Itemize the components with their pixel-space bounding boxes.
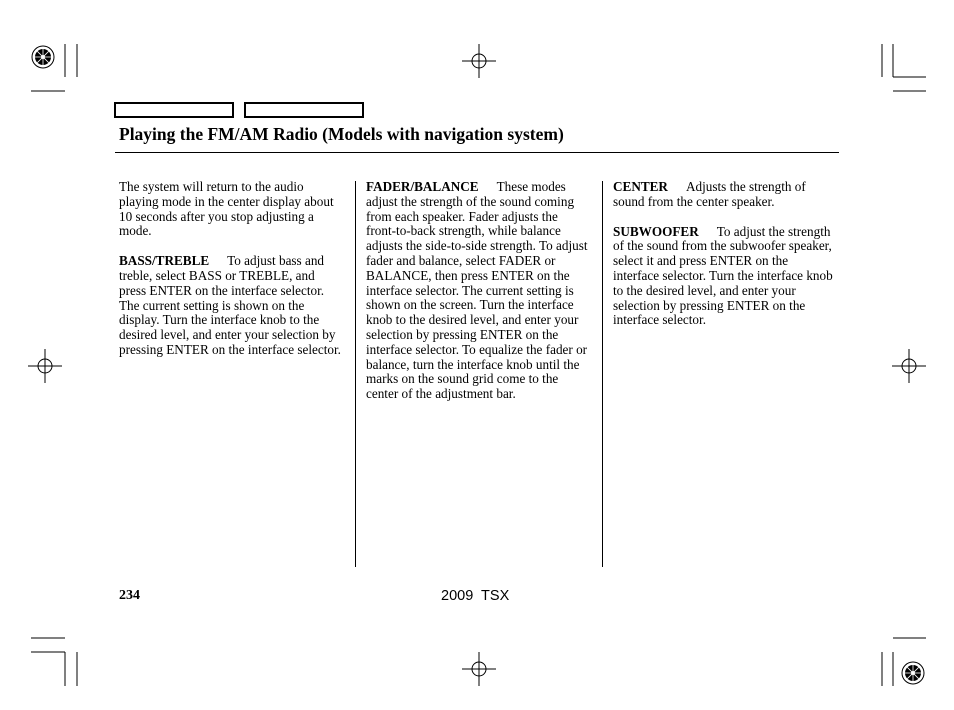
term-heading: BASS/TREBLE xyxy=(119,253,210,269)
paragraph-bass-treble xyxy=(119,254,343,358)
page-title: Playing the FM/AM Radio (Models with navigation system) xyxy=(119,124,564,144)
text-column-2 xyxy=(366,180,590,417)
model-label: 2009 TSX xyxy=(441,588,510,604)
paragraph-center xyxy=(613,180,837,210)
term-heading: FADER/BALANCE xyxy=(366,179,479,194)
paragraph-text: These modes adjust the strength of the sound coming from each speaker. Fader adjusts the front-to-back strength, while balance adjusts the side-to-side strength. To adjust fader and balance, select FADER or BALANCE, then press ENTER on the interface selector. The current setting is shown on the screen. Turn the interface knob to the desired level, and enter your selection by pressing ENTER on the interface selector. To equalize the fader or balance, turn the interface knob until the marks on the sound grid come to the center of the adjustment bar. xyxy=(366,179,588,402)
text-column-3 xyxy=(613,180,837,343)
paragraph-intro xyxy=(119,180,343,239)
paragraph-text: To adjust the strength of the sound from the subwoofer speaker, select it and press ENTER on the interface selector. Turn the interface knob to the desired level, and enter your selection by pressing ENTER on the interface selector. xyxy=(613,223,833,328)
column-divider-2 xyxy=(602,181,603,567)
paragraph-text: To adjust bass and treble, select BASS or TREBLE, and press ENTER on the interface selector. The current setting is shown on the display. Turn the interface knob to the desired level, and enter your selection by pressing ENTER on the interface selector. xyxy=(119,253,341,357)
paragraph-fader-balance xyxy=(366,180,590,402)
text-column-1 xyxy=(119,180,343,373)
title-rule xyxy=(115,152,839,153)
column-divider-1 xyxy=(355,181,356,567)
header-tab-box-2 xyxy=(244,102,364,118)
page-number: 234 xyxy=(119,588,140,603)
paragraph-text: The system will return to the audio playing mode in the center display about 10 seconds after you stop adjusting a mode. xyxy=(119,179,334,239)
header-tab-box-1 xyxy=(114,102,234,118)
paragraph-subwoofer xyxy=(613,225,837,329)
term-heading: SUBWOOFER xyxy=(613,223,699,239)
paragraph-text: Adjusts the strength of sound from the center speaker. xyxy=(613,179,806,209)
term-heading: CENTER xyxy=(613,179,668,194)
